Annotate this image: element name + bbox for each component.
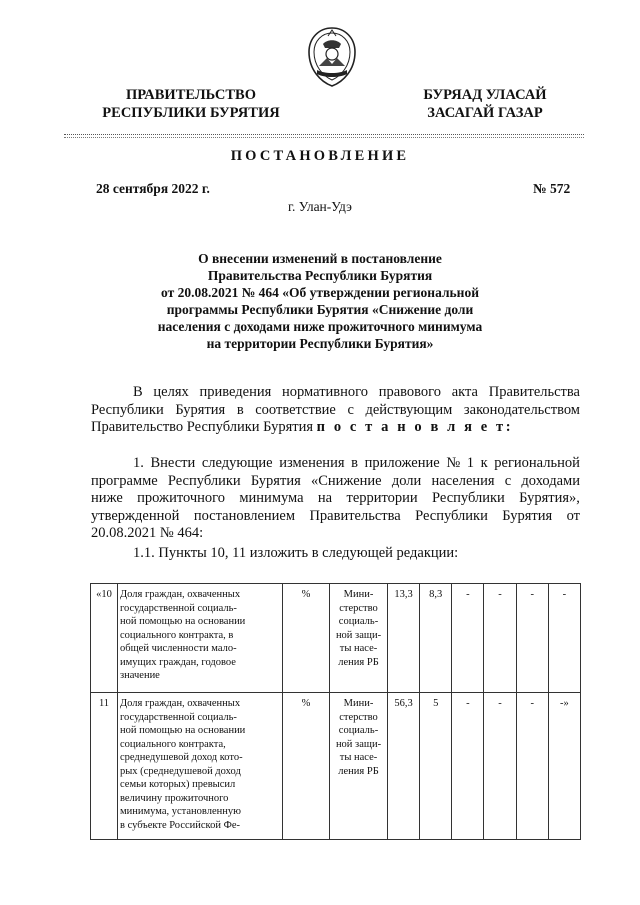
value-cell-v5: - xyxy=(516,584,548,693)
word: приведения xyxy=(199,384,272,400)
subject-line: на территории Республики Бурятия» xyxy=(206,336,434,351)
value-cell-v6: -» xyxy=(548,693,580,840)
item1-line xyxy=(91,455,580,473)
responsible-org-line: ления РБ xyxy=(338,765,379,777)
value-cell-v5: - xyxy=(516,693,548,840)
indicator-name-line: значение xyxy=(120,670,160,681)
word: законодательством xyxy=(463,401,580,418)
coat-of-arms-icon xyxy=(301,24,363,90)
word: № xyxy=(446,455,461,471)
preamble-line xyxy=(91,402,580,420)
word: нормативного xyxy=(282,384,368,400)
indicator-name-line: рых (среднедушевой доход xyxy=(120,765,241,777)
responsible-org-line: стерство xyxy=(339,711,378,723)
indicator-name-line: ной помощью на основании xyxy=(120,616,246,627)
indicator-name-line: ной помощью на основании xyxy=(120,725,246,736)
header-left-line2: РЕСПУБЛИКИ БУРЯТИЯ xyxy=(102,105,280,121)
government-name-russian xyxy=(86,86,296,122)
word: приложение xyxy=(364,455,440,471)
preamble-line xyxy=(91,384,580,402)
word: Республики xyxy=(91,401,164,418)
word: Внести xyxy=(150,455,196,471)
indicator-name-line: величину прожиточного xyxy=(120,792,229,804)
subject-line: от 20.08.2021 № 464 «Об утверждении региональной xyxy=(161,285,479,300)
indicator-name-cell xyxy=(118,584,283,693)
document-date: 28 сентября 2022 г. xyxy=(96,181,210,196)
responsible-org-line: социаль- xyxy=(338,725,379,736)
word: изменения xyxy=(279,455,345,471)
value-cell-v4: - xyxy=(484,584,516,693)
word: минимума xyxy=(239,490,304,506)
document-type: ПОСТАНОВЛЕНИЕ xyxy=(230,148,410,164)
word: программе xyxy=(91,472,158,489)
table-row xyxy=(91,693,581,840)
indicator-table-body xyxy=(91,584,581,840)
value-cell-v3: - xyxy=(452,693,484,840)
indicator-name-line: минимума, установленную xyxy=(120,806,241,817)
indicator-table xyxy=(90,583,581,840)
responsible-org-line: социаль- xyxy=(338,616,379,627)
word: 1. xyxy=(133,455,144,471)
word: Бурятия xyxy=(250,472,301,489)
document-city: г. Улан-Удэ xyxy=(288,199,352,214)
word: утвержденной xyxy=(91,507,180,524)
word: Бурятия xyxy=(175,401,226,418)
indicator-name-line: общей численности мало- xyxy=(120,643,237,654)
item1-line xyxy=(91,473,580,491)
word: прожиточного xyxy=(137,490,225,506)
word: 1 xyxy=(466,455,475,471)
subject-line: Правительства Республики Бурятия xyxy=(207,268,433,283)
word: «Снижение xyxy=(310,472,382,489)
indicator-name-line: социального контракта, в xyxy=(120,629,234,641)
unit-cell: % xyxy=(283,584,330,693)
word: Республики xyxy=(432,490,505,506)
word: Правительства xyxy=(309,507,401,524)
subject-line: О внесении изменений в постановление xyxy=(198,251,442,266)
item-1-1-paragraph xyxy=(91,545,580,563)
resolves-word: п о с т а н о в л я е т: xyxy=(316,419,514,435)
subject-line: программы Республики Бурятия «Снижение доли xyxy=(166,302,474,317)
value-cell-v6: - xyxy=(548,584,580,693)
preamble-line xyxy=(91,419,580,437)
item1-line: 20.08.2021 № 464: xyxy=(91,525,204,541)
value-cell-v2: 8,3 xyxy=(420,584,452,693)
item1-line xyxy=(91,508,580,526)
indicator-name-line: государственной социаль- xyxy=(120,602,237,614)
header-divider-second xyxy=(64,137,584,138)
word: доходами xyxy=(521,472,580,489)
indicator-name-line: среднедушевой доход кото- xyxy=(120,752,243,763)
header-left-line1: ПРАВИТЕЛЬСТВО xyxy=(126,87,256,103)
responsible-org-line: ной защи- xyxy=(335,629,382,641)
word: следующие xyxy=(201,455,273,471)
word: правового xyxy=(378,384,441,400)
responsible-org-line: ты насе- xyxy=(339,643,378,654)
indicator-name-line: в субъекте Российской Фе- xyxy=(120,819,241,831)
item-1-paragraph xyxy=(91,455,580,543)
word: с xyxy=(504,472,512,489)
responsible-org-line: ной защи- xyxy=(335,738,382,750)
value-cell-v1: 13,3 xyxy=(388,584,420,693)
table-row xyxy=(91,584,581,693)
indicator-name-line: государственной социаль- xyxy=(120,711,237,723)
preamble-paragraph xyxy=(91,384,580,437)
word: доли xyxy=(391,472,422,489)
header-right-line1: БУРЯАД УЛАСАЙ xyxy=(423,87,547,103)
preamble-line3-text: Правительство Республики Бурятия xyxy=(91,419,317,435)
word: ниже xyxy=(91,490,123,506)
word: постановлением xyxy=(193,507,296,524)
word: соответствие xyxy=(255,401,336,418)
indicator-name-line: Доля граждан, охваченных xyxy=(120,698,241,709)
government-name-buryat xyxy=(385,86,585,122)
header-divider xyxy=(64,134,584,135)
responsible-org-cell xyxy=(330,584,388,693)
word: целях xyxy=(153,384,189,400)
word: на xyxy=(317,490,333,506)
item1-line xyxy=(91,490,580,508)
word: действующим xyxy=(365,401,453,418)
word: акта xyxy=(451,384,478,400)
value-cell-v3: - xyxy=(452,584,484,693)
word: к xyxy=(480,455,488,471)
word: в xyxy=(351,455,358,471)
value-cell-v2: 5 xyxy=(420,693,452,840)
word: в xyxy=(236,401,244,418)
indicator-name-line: семьи которых) превысил xyxy=(120,779,236,790)
word: Республики xyxy=(167,472,241,489)
indicator-name-line: имущих граждан, годовое xyxy=(120,656,236,668)
word: населения xyxy=(431,472,495,489)
responsible-org-line: Мини- xyxy=(343,589,374,600)
responsible-org-line: стерство xyxy=(339,602,378,614)
responsible-org-line: Мини- xyxy=(343,698,374,709)
word: Правительства xyxy=(488,384,580,400)
word: Бурятия xyxy=(502,507,553,524)
header-right-line2: ЗАСАГАЙ ГАЗАР xyxy=(427,105,543,121)
responsible-org-cell xyxy=(330,693,388,840)
word: от xyxy=(566,507,580,524)
subject-line: населения с доходами ниже прожиточного минимума xyxy=(157,319,483,334)
word: с xyxy=(347,401,354,418)
word: территории xyxy=(346,490,418,506)
unit-cell: % xyxy=(283,693,330,840)
value-cell-v1: 56,3 xyxy=(388,693,420,840)
indicator-name-line: Доля граждан, охваченных xyxy=(120,589,241,600)
word: Бурятия», xyxy=(519,490,580,506)
row-number-cell: 11 xyxy=(91,693,118,840)
item1-1-line: 1.1. Пункты 10, 11 изложить в следующей редакции: xyxy=(133,545,459,561)
value-cell-v4: - xyxy=(484,693,516,840)
document-number: № 572 xyxy=(533,181,571,196)
responsible-org-line: ты насе- xyxy=(339,752,378,763)
word: региональной xyxy=(494,455,580,471)
document-subject xyxy=(120,250,520,352)
word: Республики xyxy=(415,507,488,524)
word: В xyxy=(133,384,143,400)
responsible-org-line: ления РБ xyxy=(338,656,379,668)
indicator-name-line: социального контракта, xyxy=(120,738,226,750)
row-number-cell: «10 xyxy=(91,584,118,693)
indicator-name-cell xyxy=(118,693,283,840)
